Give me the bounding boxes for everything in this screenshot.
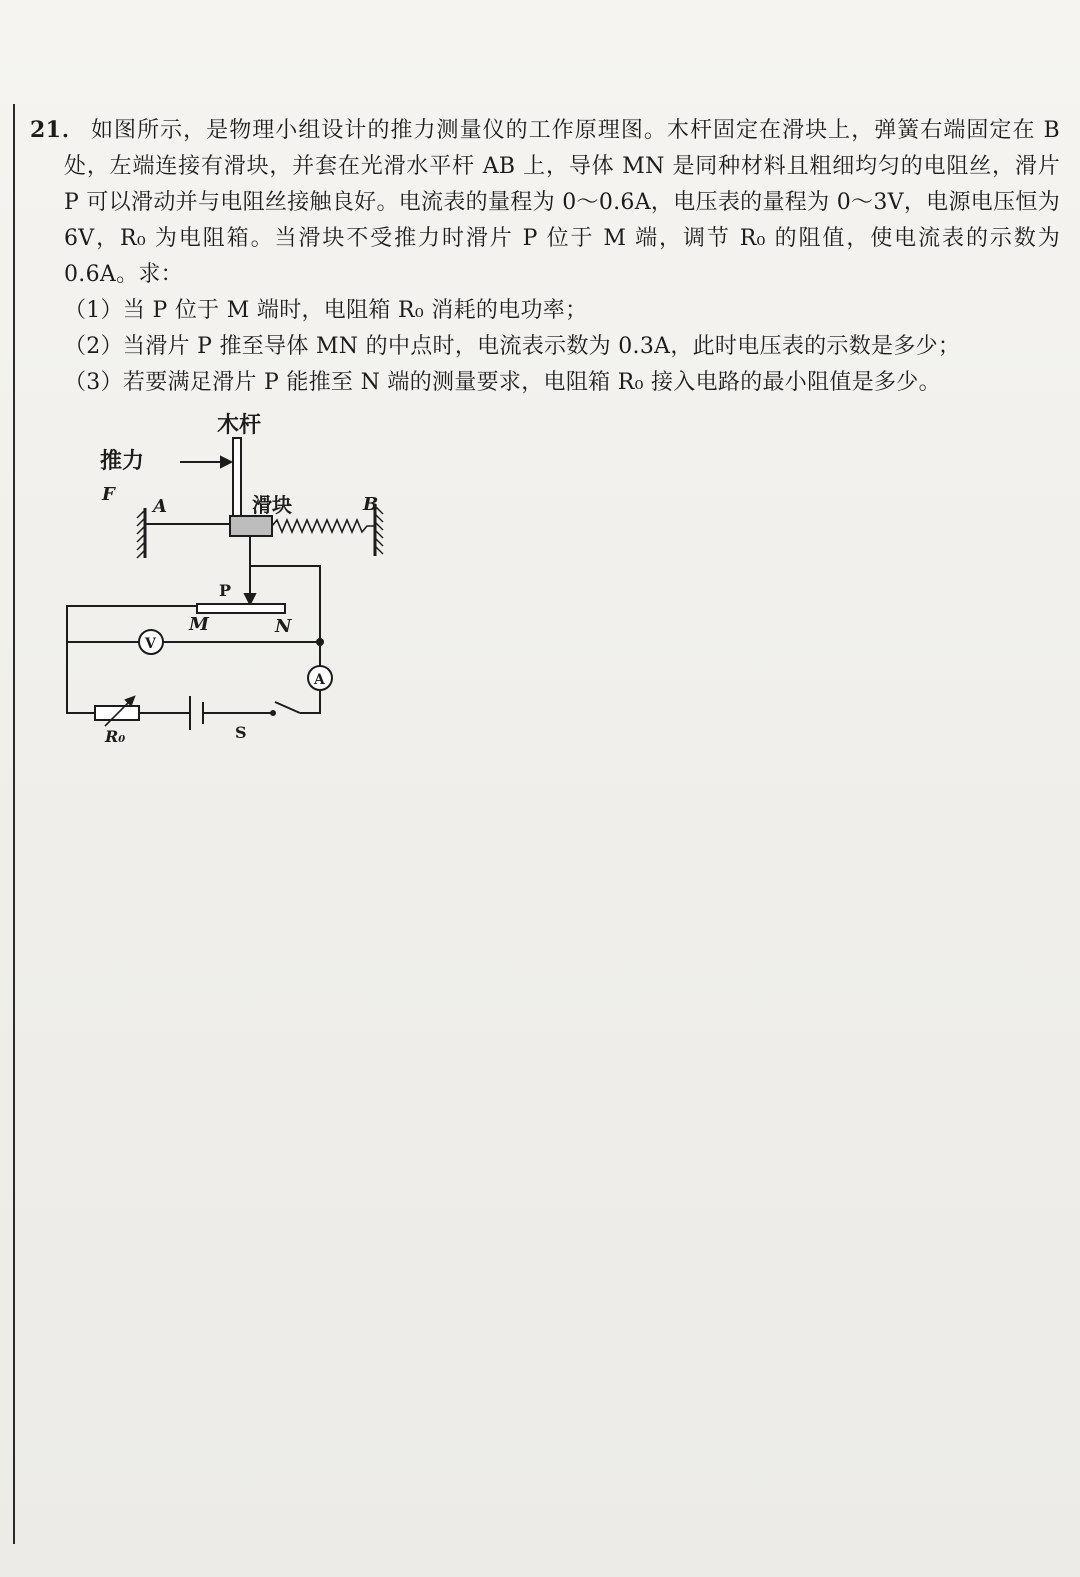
resistance-wire-MN xyxy=(197,604,285,613)
subquestion-list xyxy=(30,293,1060,401)
label-P: P xyxy=(219,581,232,600)
label-force-word: 推力 xyxy=(100,448,145,474)
voltmeter-label: V xyxy=(145,636,156,652)
label-R0: R₀ xyxy=(105,727,126,746)
question-stem-paragraph xyxy=(30,112,1060,293)
label-N: N xyxy=(275,616,292,637)
circuit-diagram xyxy=(55,400,415,760)
subquestion-1: （1）当 P 位于 M 端时，电阻箱 R₀ 消耗的电功率； xyxy=(64,298,588,323)
label-A: A xyxy=(153,496,167,517)
margin-rule xyxy=(13,104,15,1544)
label-rod: 木杆 xyxy=(217,412,262,438)
label-B: B xyxy=(363,494,379,515)
question-block xyxy=(30,112,1060,401)
label-slider: 滑块 xyxy=(252,493,292,517)
spring xyxy=(272,520,375,532)
switch-blade xyxy=(275,702,300,713)
circuit-figure xyxy=(55,400,415,760)
label-force-F: F xyxy=(102,484,115,505)
question-stem: 如图所示，是物理小组设计的推力测量仪的工作原理图。木杆固定在滑块上，弹簧右端固定在 B 处，左端连接有滑块，并套在光滑水平杆 AB 上，导体 MN 是同种材料且粗细均匀的电阻丝，滑片 P 可以滑动并与电阻丝接触良好。电流表的量程为 0～0.6A，电压表的量程为 0～3V，电源电压恒为 6V，R₀ 为电阻箱。当滑块不受推力时滑片 P 位于 M 端，调节 R₀ 的阻值，使电流表的示数为 0.6A。求： xyxy=(64,118,1060,287)
wooden-rod xyxy=(233,438,241,518)
subquestion-3: （3）若要满足滑片 P 能推至 N 端的测量要求，电阻箱 R₀ 接入电路的最小阻值是多少。 xyxy=(64,370,941,395)
slider-block xyxy=(230,516,272,536)
label-switch: S xyxy=(235,723,247,742)
label-M: M xyxy=(189,614,209,635)
ammeter-label: A xyxy=(314,672,325,688)
question-number: 21． xyxy=(30,117,85,143)
subquestion-2: （2）当滑片 P 推至导体 MN 的中点时，电流表示数为 0.3A，此时电压表的示数是多少； xyxy=(64,334,961,359)
switch-contact xyxy=(271,711,275,715)
ammeter-wire-bottom xyxy=(300,690,320,713)
force-arrow-head xyxy=(221,457,231,467)
slider-pointer-P xyxy=(245,594,255,604)
